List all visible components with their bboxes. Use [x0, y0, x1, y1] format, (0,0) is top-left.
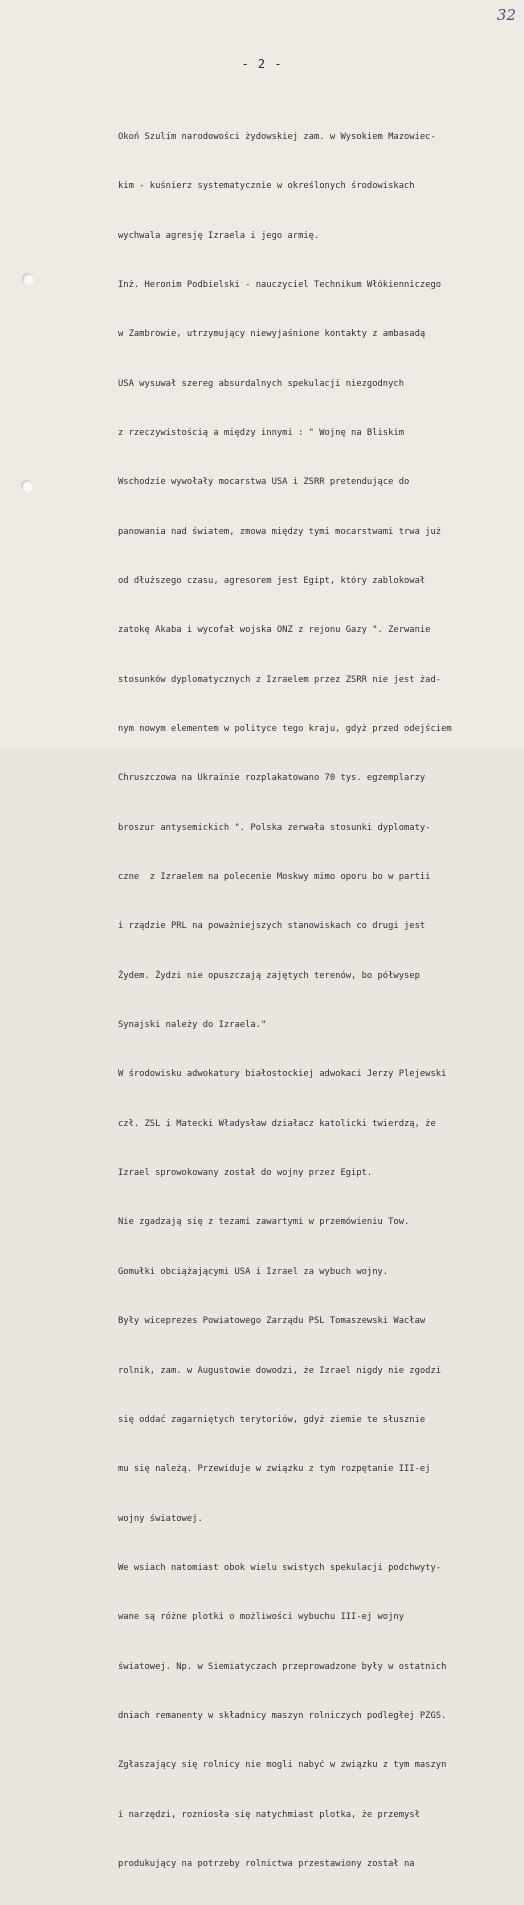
- punch-hole-upper: [22, 273, 34, 285]
- text-line: nym nowym elementem w polityce tego kraju, gdyż przed odejściem: [118, 724, 452, 735]
- corner-page-number: 32: [496, 6, 516, 24]
- text-line: się oddać zagarniętych terytoriów, gdyż ziemie te słusznie: [118, 1414, 426, 1425]
- text-line: Chruszczowa na Ukrainie rozplakatowano 70 tys. egzemplarzy: [118, 773, 426, 784]
- text-line: W środowisku adwokatury białostockiej adwokaci Jerzy Plejewski: [118, 1069, 447, 1080]
- text-line: Gomułki obciążającymi USA i Izrael za wybuch wojny.: [118, 1266, 389, 1277]
- text-line: broszur antysemickich ". Polska zerwała stosunki dyplomaty-: [118, 822, 431, 833]
- document-body: [118, 96, 518, 1905]
- text-line: światowej. Np. w Siemiatyczach przeprowadzone były w ostatnich: [118, 1661, 447, 1672]
- text-line: i narzędzi, rozniosła się natychmiast plotka, że przemysł: [118, 1809, 420, 1820]
- text-line: z rzeczywistością a między innymi : " Wojnę na Bliskim: [118, 427, 404, 438]
- text-line: i rządzie PRL na poważniejszych stanowiskach co drugi jest: [118, 921, 426, 932]
- text-line: Inż. Heronim Podbielski - nauczyciel Technikum Włókienniczego: [118, 279, 442, 290]
- text-line: USA wysuwał szereg absurdalnych spekulacji niezgodnych: [118, 378, 404, 389]
- text-line: w Zambrowie, utrzymujący niewyjaśnione kontakty z ambasadą: [118, 329, 426, 340]
- text-line: stosunków dyplomatycznych z Izraelem przez ZSRR nie jest żad-: [118, 674, 442, 685]
- text-line: produkujący na potrzeby rolnictwa przestawiony został na: [118, 1858, 415, 1869]
- text-line: Wschodzie wywołały mocarstwa USA i ZSRR pretendujące do: [118, 477, 410, 488]
- text-line: zatokę Akaba i wycofał wojska ONZ z rejonu Gazy ". Zerwanie: [118, 625, 431, 636]
- text-line: czł. ZSL i Matecki Władysław działacz katolicki twierdzą, że: [118, 1118, 436, 1129]
- text-line: We wsiach natomiast obok wielu swistych spekulacji podchwyty-: [118, 1562, 442, 1573]
- text-line: od dłuższego czasu, agresorem jest Egipt, który zablokował: [118, 576, 426, 586]
- text-line: Okoń Szulim narodowości żydowskiej zam. w Wysokiem Mazowiec-: [118, 131, 436, 142]
- text-line: Były wiceprezes Powiatowego Zarządu PSL Tomaszewski Wacław: [118, 1316, 426, 1327]
- text-line: czne z Izraelem na polecenie Moskwy mimo oporu bo w partii: [118, 872, 431, 883]
- text-line: Żydem. Żydzi nie opuszczają zajętych terenów, bo półwysep: [118, 970, 420, 981]
- text-line: Izrael sprowokowany został do wojny przez Egipt.: [118, 1168, 373, 1179]
- text-line: Zgłaszający się rolnicy nie mogli nabyć w związku z tym maszyn: [118, 1760, 447, 1771]
- page-number: - 2 -: [241, 57, 283, 71]
- text-line: wane są różne plotki o możliwości wybuchu III-ej wojny: [118, 1612, 404, 1623]
- punch-hole-lower: [21, 480, 33, 492]
- text-line: panowania nad światem, zmowa między tymi mocarstwami trwa już: [118, 526, 442, 537]
- text-line: wychwala agresję Izraela i jego armię.: [118, 230, 320, 241]
- text-line: mu się należą. Przewiduje w związku z tym rozpętanie III-ej: [118, 1464, 431, 1475]
- text-line: dniach remanenty w składnicy maszyn rolniczych podległej PZGS.: [118, 1710, 447, 1721]
- text-line: kim - kuśnierz systematycznie w określonych środowiskach: [118, 181, 415, 192]
- text-line: Nie zgadzają się z tezami zawartymi w przemówieniu Tow.: [118, 1217, 410, 1228]
- text-line: rolnik, zam. w Augustowie dowodzi, że Izrael nigdy nie zgodzi: [118, 1365, 442, 1376]
- text-line: wojny światowej.: [118, 1513, 203, 1524]
- text-line: Synajski należy do Izraela.": [118, 1020, 267, 1031]
